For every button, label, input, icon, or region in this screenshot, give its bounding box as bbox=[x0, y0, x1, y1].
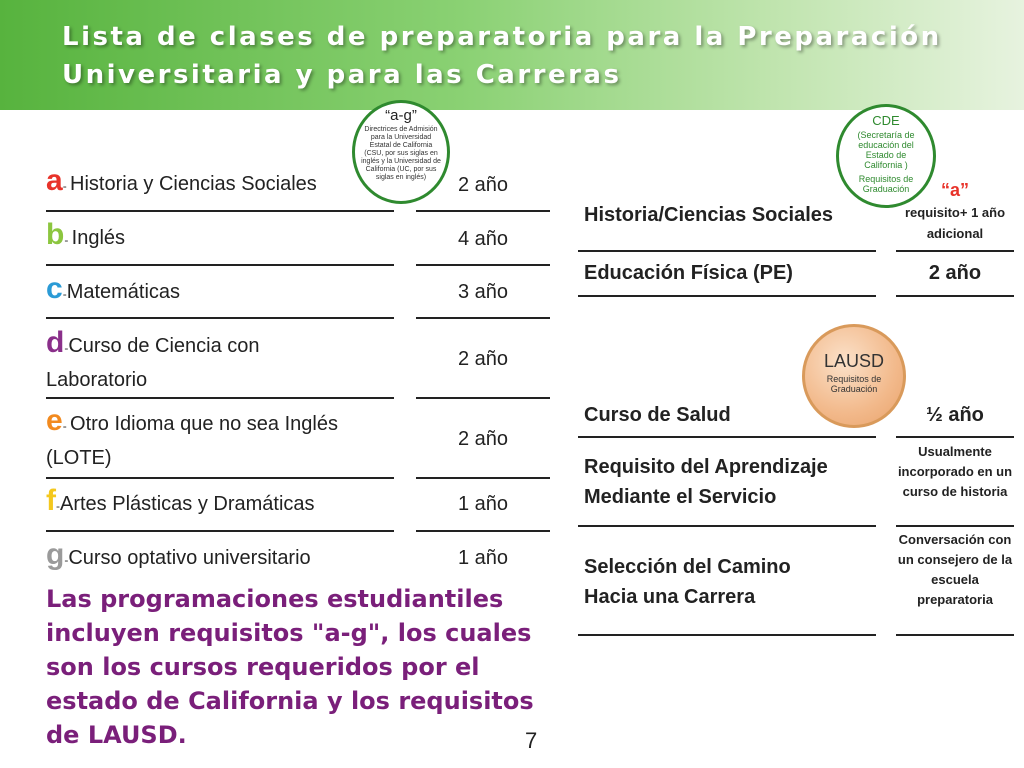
divider bbox=[578, 634, 876, 636]
cde-item-label: Historia/Ciencias Sociales bbox=[584, 204, 834, 226]
ag-item-years: 1 año bbox=[457, 547, 509, 569]
page-number: 7 bbox=[525, 728, 538, 753]
ag-item-label: Curso optativo universitario bbox=[68, 547, 311, 569]
separator: - bbox=[64, 233, 72, 247]
lausd-item-value: ½ año bbox=[926, 404, 984, 426]
ag-item-f bbox=[46, 484, 386, 522]
divider bbox=[46, 477, 394, 479]
ag-item-years: 3 año bbox=[457, 281, 509, 303]
ag-item-label: Matemáticas bbox=[66, 281, 181, 303]
ag-item-c bbox=[46, 272, 386, 310]
letter-a: a bbox=[46, 164, 63, 197]
cde-badge-label: CDE bbox=[872, 113, 900, 128]
ag-item-label: Otro Idioma que no sea Inglés (LOTE) bbox=[46, 413, 338, 469]
ag-item-years: 2 año bbox=[457, 348, 509, 370]
ag-badge-description: Directrices de Admisión para la Universidad Estatal de California (CSU, por sus siglas en inglés y la Universidad de California (UC, por sus siglas en inglés) bbox=[361, 126, 441, 181]
lausd-item-value: Conversación con un consejero de la escuela preparatoria bbox=[897, 532, 1013, 607]
ag-item-label: Artes Plásticas y Dramáticas bbox=[60, 493, 315, 515]
letter-b: b bbox=[46, 218, 65, 251]
divider bbox=[46, 264, 394, 266]
divider bbox=[578, 250, 876, 252]
divider bbox=[896, 634, 1014, 636]
separator: - bbox=[62, 179, 71, 193]
ag-item-years: 1 año bbox=[457, 493, 509, 515]
letter-g: g bbox=[46, 538, 65, 571]
cde-item-value-text: requisito+ 1 año adicional bbox=[904, 205, 1006, 241]
cde-item-label: Educación Física (PE) bbox=[584, 262, 793, 284]
divider bbox=[578, 525, 876, 527]
ag-item-d bbox=[46, 326, 336, 396]
separator: - bbox=[62, 287, 67, 301]
title-banner bbox=[0, 0, 1024, 110]
ag-item-label: Inglés bbox=[71, 227, 126, 249]
letter-c: c bbox=[46, 272, 63, 305]
divider bbox=[46, 530, 394, 532]
ag-badge-label: “a-g” bbox=[385, 107, 417, 124]
ag-item-label: Curso de Ciencia con Laboratorio bbox=[46, 335, 260, 391]
lausd-badge-label: LAUSD bbox=[823, 351, 885, 371]
lausd-badge-subtitle: Requisitos de Graduación bbox=[826, 374, 882, 394]
letter-d: d bbox=[46, 326, 65, 359]
divider bbox=[896, 250, 1014, 252]
cde-badge-description: (Secretaría de educación del Estado de California ) bbox=[857, 130, 915, 170]
ag-item-e bbox=[46, 404, 346, 474]
divider bbox=[46, 317, 394, 319]
divider bbox=[416, 477, 550, 479]
letter-f: f bbox=[46, 484, 56, 517]
slide-title: Lista de clases de preparatoria para la Preparación Universitaria y para las Carreras bbox=[62, 22, 942, 90]
ag-item-b bbox=[46, 218, 386, 256]
divider bbox=[416, 397, 550, 399]
ag-item-years: 4 año bbox=[457, 228, 509, 250]
divider bbox=[896, 295, 1014, 297]
ag-item-a bbox=[46, 164, 386, 202]
divider bbox=[578, 436, 876, 438]
separator: - bbox=[64, 341, 69, 355]
divider bbox=[416, 317, 550, 319]
cde-item-value: 2 año bbox=[928, 262, 982, 284]
ag-item-g bbox=[46, 538, 386, 576]
separator: - bbox=[64, 553, 69, 567]
separator: - bbox=[56, 499, 60, 513]
letter-e: e bbox=[46, 404, 63, 437]
lausd-item-label: Curso de Salud bbox=[584, 404, 731, 426]
ag-item-label: Historia y Ciencias Sociales bbox=[70, 173, 317, 195]
divider bbox=[416, 530, 550, 532]
lausd-item-label: Selección del Camino Hacia una Carrera bbox=[584, 556, 791, 608]
divider bbox=[416, 210, 550, 212]
separator: - bbox=[62, 419, 71, 433]
divider bbox=[896, 525, 1014, 527]
divider bbox=[46, 397, 394, 399]
divider bbox=[896, 436, 1014, 438]
divider bbox=[416, 264, 550, 266]
divider bbox=[46, 210, 394, 212]
cde-item-value bbox=[896, 180, 1014, 244]
cde-badge-subtitle: Requisitos de Graduación bbox=[858, 174, 914, 194]
lausd-item-label: Requisito del Aprendizaje Mediante el Servicio bbox=[584, 456, 828, 508]
ag-item-years: 2 año bbox=[457, 428, 509, 450]
cde-item-value-letter: “a” bbox=[940, 180, 969, 200]
summary-text: Las programaciones estudiantiles incluyen requisitos "a-g", los cuales son los cursos requeridos por el estado de California y los requisitos de LAUSD. bbox=[46, 585, 534, 749]
divider bbox=[578, 295, 876, 297]
lausd-item-value: Usualmente incorporado en un curso de historia bbox=[897, 444, 1013, 499]
ag-item-years: 2 año bbox=[457, 174, 509, 196]
